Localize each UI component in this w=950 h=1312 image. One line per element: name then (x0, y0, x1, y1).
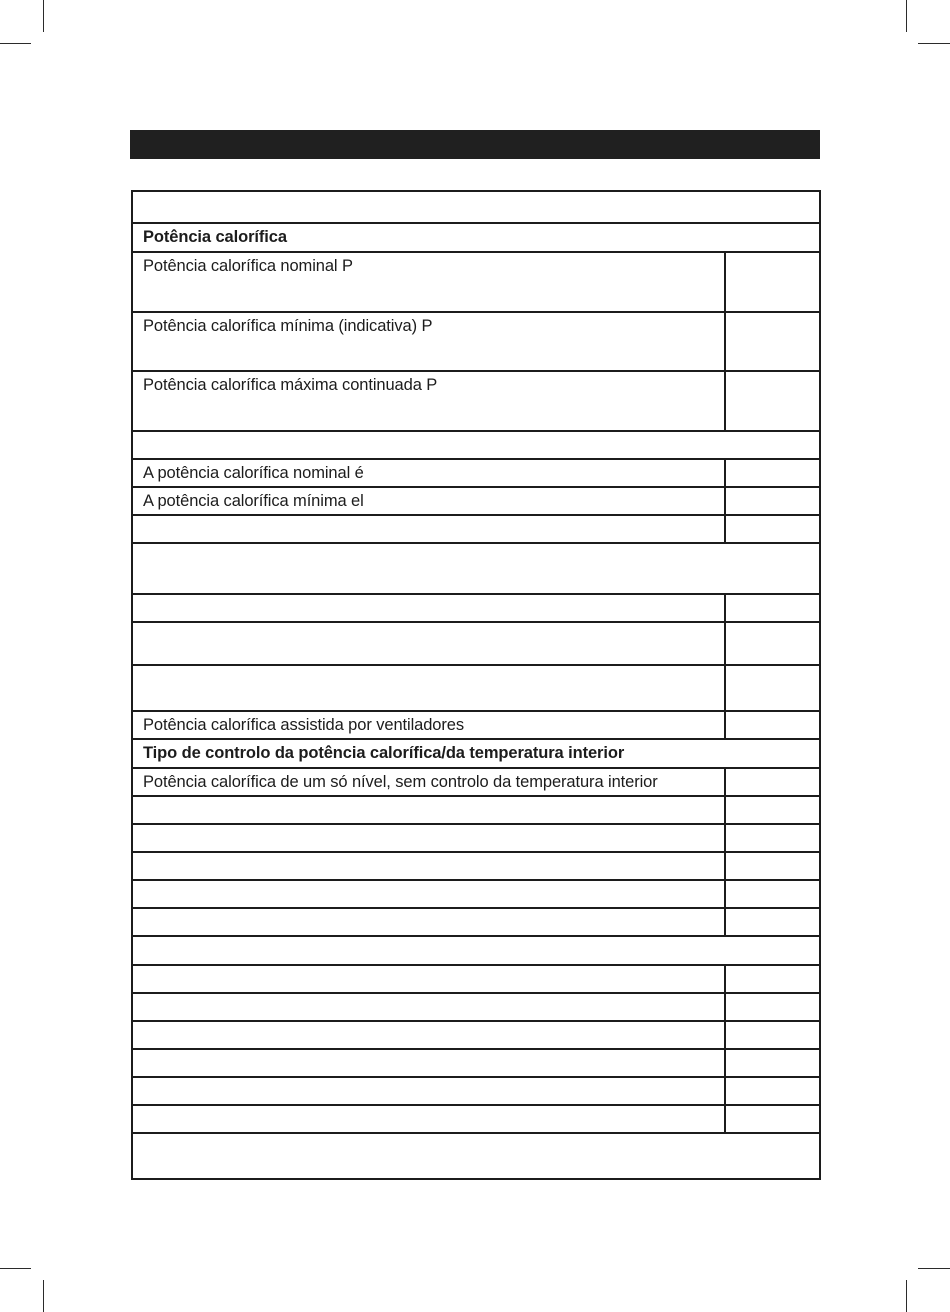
table-row (133, 251, 819, 311)
table-row (133, 430, 819, 458)
table-row (133, 222, 819, 251)
value-cell (724, 881, 819, 907)
table-cell (133, 909, 724, 935)
table-row (133, 542, 819, 593)
table-cell (133, 966, 724, 992)
value-cell (724, 966, 819, 992)
table-cell (133, 825, 724, 851)
heat-output-heading: Potência calorífica (143, 228, 287, 246)
value-cell (724, 797, 819, 823)
value-cell (724, 994, 819, 1020)
value-cell (724, 372, 819, 430)
value-cell (724, 488, 819, 514)
table-row (133, 738, 819, 767)
table-cell (133, 1050, 724, 1076)
table-cell (133, 881, 724, 907)
value-cell (724, 460, 819, 486)
crop-mark-top-left-vertical (43, 0, 44, 32)
table-cell (133, 516, 724, 542)
table-row (133, 458, 819, 486)
value-cell (724, 666, 819, 710)
nominal-heat-output-label: Potência calorífica nominal P (143, 257, 353, 275)
fan-assisted-heat-output-label: Potência calorífica assistida por ventiladores (143, 716, 464, 734)
crop-mark-bottom-right-horizontal (918, 1268, 950, 1269)
table-row (133, 311, 819, 370)
table-row (133, 593, 819, 621)
table-row (133, 823, 819, 851)
value-cell (724, 516, 819, 542)
crop-mark-top-left-horizontal (0, 43, 31, 44)
table-cell (133, 797, 724, 823)
table-row (133, 767, 819, 795)
table-row (133, 964, 819, 992)
minimum-heat-output-label: Potência calorífica mínima (indicativa) P (143, 317, 433, 335)
table-cell (133, 544, 819, 593)
value-cell (724, 1022, 819, 1048)
table-row (133, 664, 819, 710)
table-row (133, 1104, 819, 1132)
table-cell (133, 1078, 724, 1104)
table-row (133, 1132, 819, 1178)
table-row (133, 879, 819, 907)
table-row (133, 370, 819, 430)
table-cell (133, 666, 724, 710)
crop-mark-top-right-vertical (906, 0, 907, 32)
value-cell (724, 825, 819, 851)
control-type-heading: Tipo de controlo da potência calorífica/da temperatura interior (143, 744, 625, 762)
table-row (133, 1048, 819, 1076)
table-row (133, 851, 819, 879)
crop-mark-top-right-horizontal (918, 43, 950, 44)
spec-table (131, 190, 821, 1180)
table-row (133, 192, 819, 222)
value-cell (724, 1050, 819, 1076)
value-cell (724, 712, 819, 738)
table-cell (133, 853, 724, 879)
table-row (133, 1020, 819, 1048)
value-cell (724, 313, 819, 370)
table-row (133, 935, 819, 964)
crop-mark-bottom-left-vertical (43, 1280, 44, 1312)
table-row (133, 907, 819, 935)
value-cell (724, 909, 819, 935)
table-row (133, 514, 819, 542)
single-stage-output-label: Potência calorífica de um só nível, sem controlo da temperatura interior (143, 773, 658, 791)
table-cell (133, 192, 819, 222)
table-cell (133, 1134, 819, 1178)
table-cell (133, 1106, 724, 1132)
section-header-bar (130, 130, 820, 159)
table-row (133, 710, 819, 738)
table-row (133, 795, 819, 823)
crop-mark-bottom-right-vertical (906, 1280, 907, 1312)
table-cell (133, 937, 819, 964)
table-cell (133, 432, 819, 458)
value-cell (724, 253, 819, 311)
table-cell (133, 623, 724, 664)
maximum-heat-output-label: Potência calorífica máxima continuada P (143, 376, 438, 394)
value-cell (724, 1106, 819, 1132)
table-cell (133, 994, 724, 1020)
table-row (133, 486, 819, 514)
value-cell (724, 769, 819, 795)
crop-mark-bottom-left-horizontal (0, 1268, 31, 1269)
table-cell (133, 1022, 724, 1048)
table-cell (133, 595, 724, 621)
table-row (133, 1076, 819, 1104)
table-row (133, 621, 819, 664)
value-cell (724, 623, 819, 664)
nominal-heat-output-is-label: A potência calorífica nominal é (143, 464, 364, 482)
value-cell (724, 853, 819, 879)
table-row (133, 992, 819, 1020)
value-cell (724, 595, 819, 621)
value-cell (724, 1078, 819, 1104)
minimum-heat-output-el-label: A potência calorífica mínima el (143, 492, 364, 510)
